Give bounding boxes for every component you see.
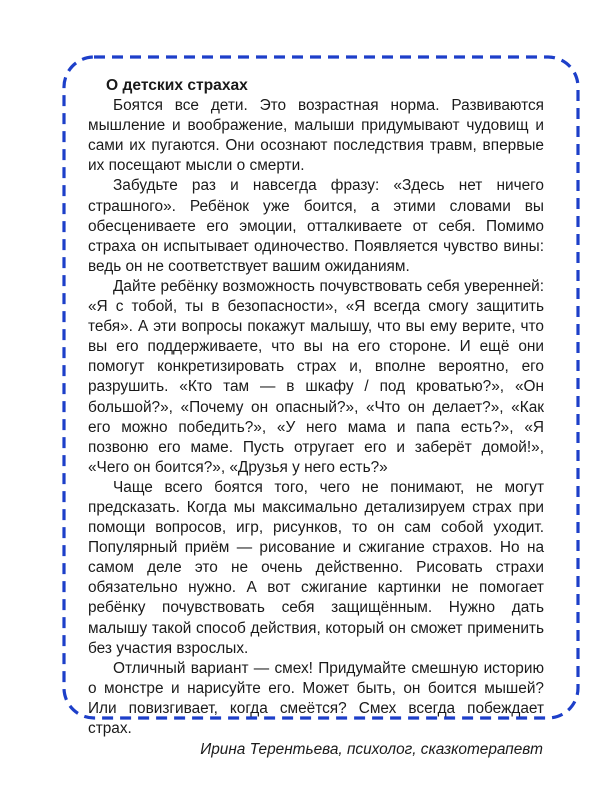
article-paragraph-5: Отличный вариант — смех! Придумайте смешную историю о монстре и нарисуйте его. Может быть, он боится мышей? Или повизгивает, когда смеётся? Смех всегда побеждает страх. — [88, 659, 544, 737]
article-title: О детских страхах — [106, 77, 248, 94]
article-paragraph-3: Дайте ребёнку возможность почувствовать себя уверенней: «Я с тобой, ты в безопасности», «Я всегда смогу защитить тебя». А эти вопросы покажут малышу, что вы ему верите, что вы его поддерживаете, что вы на его стороне. И ещё они помогут конкретизировать страх и, вполне вероятно, его разрушить. «Кто там — в шкафу / под кроватью?», «Он большой?», «Почему он опасный?», «Что он делает?», «Как его можно победить?», «У него мама и папа есть?», «Я позвоню его маме. Пусть отругает его и заберёт домой!», «Чего он боится?», «Друзья у него есть?» — [88, 277, 544, 476]
article-paragraph-1: Боятся все дети. Это возрастная норма. Развиваются мышление и воображение, малыши придумывают чудовищ и сами их пугаются. Они осознают последствия травм, впервые их посещают мысли о смерти. — [88, 97, 544, 175]
author-signature: Ирина Терентьева, психолог, сказкотерапевт — [200, 741, 543, 759]
article-paragraph-2: Забудьте раз и навсегда фразу: «Здесь нет ничего страшного». Ребёнок уже боится, а этими словами вы обесцениваете его эмоции, отталкиваете от себя. Помимо страха он испытывает одиночество. Появляется чувство вины: ведь он не соответствует вашим ожиданиям. — [88, 177, 544, 275]
article-paragraph-4: Чаще всего боятся того, чего не понимают, не могут предсказать. Когда мы максимально детализируем страх при помощи вопросов, игр, рисунков, то он сам собой уходит. Популярный приём — рисование и сжигание страхов. Но на самом деле это не очень действенно. Рисовать страхи обязательно нужно. А вот сжигание картинки не помогает ребёнку почувствовать себя защищённым. Нужно дать малышу такой способ действия, который он сможет применить без участия взрослых. — [88, 478, 544, 657]
article — [88, 76, 544, 760]
